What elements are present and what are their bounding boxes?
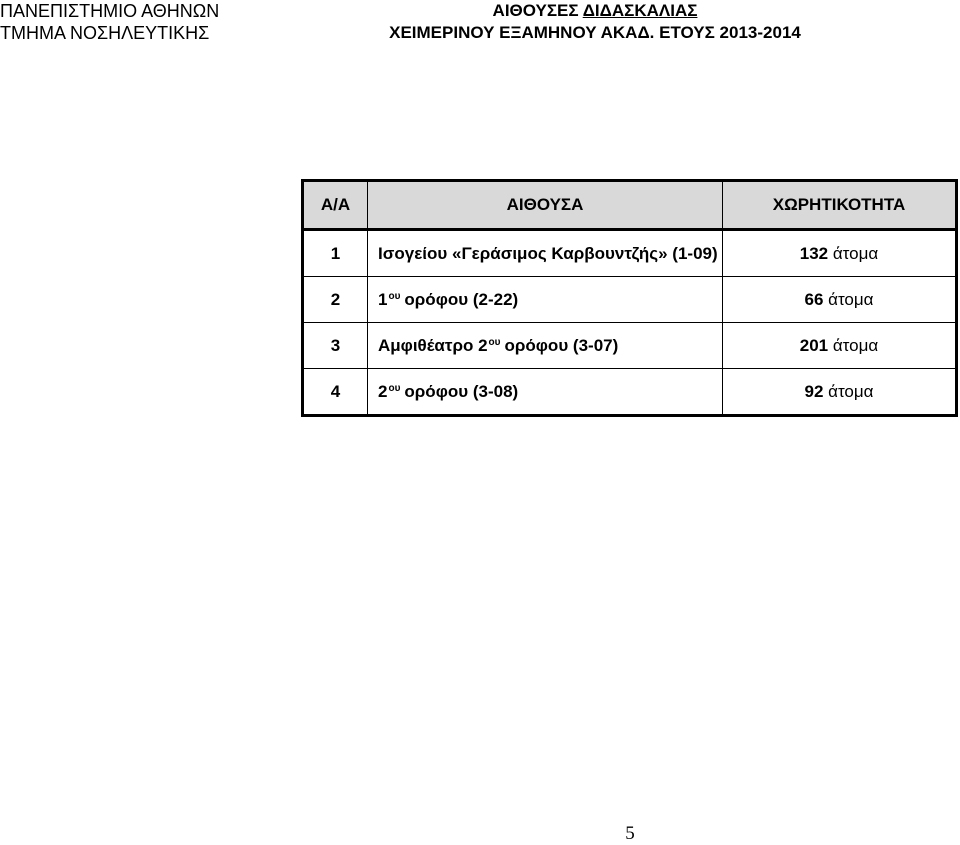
room-name — [368, 230, 723, 277]
capacity-unit: άτομα — [823, 381, 874, 401]
room-prefix: 1 — [378, 289, 388, 309]
row-number: 1 — [303, 230, 368, 277]
room-capacity — [723, 369, 957, 416]
table-row — [303, 369, 957, 416]
column-header-capacity: ΧΩΡΗΤΙΚΟΤΗΤΑ — [723, 181, 957, 230]
room-label: ορόφου (3-07) — [504, 335, 619, 355]
page-number: 5 — [625, 823, 635, 844]
room-ordinal: ου — [388, 382, 401, 394]
capacity-unit: άτομα — [828, 335, 879, 355]
capacity-unit: άτομα — [823, 289, 874, 309]
department-name: ΤΜΗΜΑ ΝΟΣΗΛΕΥΤΙΚΗΣ — [0, 23, 210, 43]
capacity-number: 92 — [804, 381, 824, 401]
row-number: 2 — [303, 277, 368, 323]
room-name — [368, 277, 723, 323]
room-ordinal: ου — [388, 290, 401, 302]
room-label: Ισογείου «Γεράσιμος Καρβουντζής» (1-09) — [378, 243, 718, 263]
room-capacity — [723, 323, 957, 369]
room-capacity — [723, 230, 957, 277]
document-title-part2: ΔΙΔΑΣΚΑΛΙΑΣ — [582, 1, 698, 20]
room-name — [368, 323, 723, 369]
document-title-part1: ΑΙΘΟΥΣΕΣ — [492, 1, 583, 20]
column-header-number: Α/Α — [303, 181, 368, 230]
capacity-number: 132 — [799, 243, 829, 263]
row-number: 4 — [303, 369, 368, 416]
document-title-block — [300, 0, 890, 44]
room-prefix: Αμφιθέατρο 2 — [378, 335, 488, 355]
table-row — [303, 277, 957, 323]
document-title — [300, 0, 890, 22]
room-capacity — [723, 277, 957, 323]
table-header-row — [303, 181, 957, 230]
university-name: ΠΑΝΕΠΙΣΤΗΜΙΟ ΑΘΗΝΩΝ — [0, 1, 220, 21]
room-label: ορόφου (3-08) — [404, 381, 519, 401]
table-row — [303, 230, 957, 277]
column-header-room: ΑΙΘΟΥΣΑ — [368, 181, 723, 230]
table-row — [303, 323, 957, 369]
room-name — [368, 369, 723, 416]
room-prefix: 2 — [378, 381, 388, 401]
room-label: ορόφου (2-22) — [404, 289, 519, 309]
capacity-number: 201 — [799, 335, 829, 355]
capacity-number: 66 — [804, 289, 824, 309]
capacity-unit: άτομα — [828, 243, 879, 263]
room-ordinal: ου — [488, 336, 501, 348]
institution-header — [0, 0, 219, 44]
rooms-table — [301, 179, 958, 417]
document-subtitle: ΧΕΙΜΕΡΙΝΟΥ ΕΞΑΜΗΝΟΥ ΑΚΑΔ. ΕΤΟΥΣ 2013-2014 — [389, 23, 801, 42]
row-number: 3 — [303, 323, 368, 369]
